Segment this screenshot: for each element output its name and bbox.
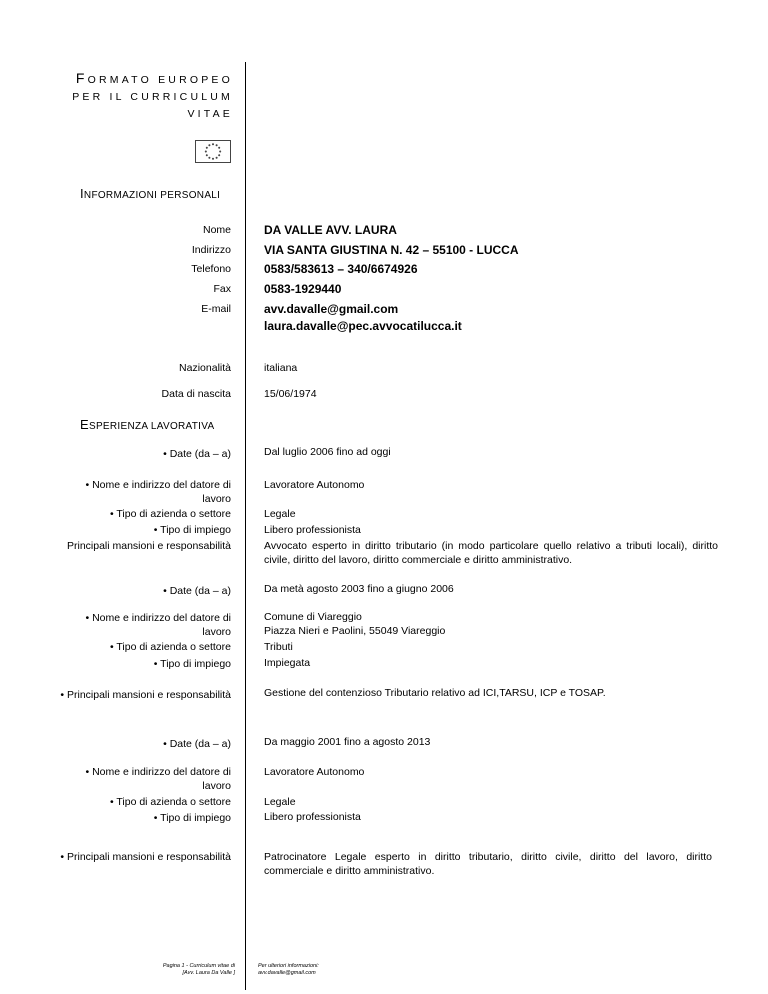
title-line-3: VITAE [187,108,233,120]
label-telefono: Telefono [191,263,231,275]
value-date-1: Dal luglio 2006 fino ad oggi [264,446,391,458]
value-type-2: Impiegata [264,657,311,669]
value-date-2: Da metà agosto 2003 fino a giugno 2006 [264,583,454,595]
label-employer-2b: lavoro [202,626,231,638]
footer-right [258,963,319,977]
title-initial: F [75,70,88,86]
label-email: E-mail [201,303,231,315]
value-employer-3: Lavoratore Autonomo [264,766,365,778]
label-employer-1b: lavoro [202,493,231,505]
value-sector-2: Tributi [264,641,293,653]
value-nazionalita: italiana [264,362,298,374]
cv-title [72,70,233,123]
value-employer-2a: Comune di Viareggio [264,611,362,623]
value-fax: 0583-1929440 [264,282,342,296]
label-duties-1: Principali mansioni e responsabilità [66,540,231,552]
label-duties-2: • Principali mansioni e responsabilità [60,689,231,701]
label-sector-3: • Tipo di azienda o settore [109,796,231,808]
value-nome: DA VALLE AVV. LAURA [264,223,397,237]
label-duties-3: • Principali mansioni e responsabilità [60,851,231,863]
value-email-2: laura.davalle@pec.avvocatilucca.it [264,319,462,333]
footer-right-line-1: Per ulteriori informazioni: [258,963,319,969]
label-type-1: • Tipo di impiego [153,524,231,536]
footer-right-line-2: avv.davalle@gmail.com [258,970,316,976]
label-sector-2: • Tipo di azienda o settore [109,641,231,653]
footer-left [163,963,235,977]
label-nazionalita: Nazionalità [179,362,231,374]
label-fax: Fax [213,283,231,295]
value-telefono: 0583/583613 – 340/6674926 [264,262,418,276]
label-employer-3b: lavoro [202,780,231,792]
label-indirizzo: Indirizzo [191,244,231,256]
title-line-2: PER IL CURRICULUM [72,91,233,103]
label-date-3: • Date (da – a) [163,738,231,750]
eu-flag-icon [195,140,231,163]
value-sector-3: Legale [264,796,296,808]
value-type-3: Libero professionista [264,811,361,823]
label-data-nascita: Data di nascita [161,388,231,400]
value-employer-2b: Piazza Nieri e Paolini, 55049 Viareggio [264,625,446,637]
label-employer-3a: • Nome e indirizzo del datore di [85,766,231,778]
value-employer-1: Lavoratore Autonomo [264,479,365,491]
value-indirizzo: VIA SANTA GIUSTINA N. 42 – 55100 - LUCCA [264,243,519,257]
label-sector-1: • Tipo di azienda o settore [109,508,231,520]
footer-left-line-1: Pagina 1 - Curriculum vitae di [162,963,235,969]
column-divider [245,62,246,990]
value-duties-2: Gestione del contenzioso Tributario relativo ad ICI,TARSU, ICP e TOSAP. [264,687,606,699]
label-date-2: • Date (da – a) [163,585,231,597]
value-data-nascita: 15/06/1974 [264,388,317,400]
label-employer-1a: • Nome e indirizzo del datore di [85,479,231,491]
title-line-1: ORMATO EUROPEO [87,74,233,86]
label-nome: Nome [202,224,231,236]
value-type-1: Libero professionista [264,524,361,536]
value-date-3: Da maggio 2001 fino a agosto 2013 [264,736,431,748]
value-duties-3: Patrocinatore Legale esperto in diritto tributario, diritto civile, diritto del lavoro, diritto commerciale e diritto amministrativo. [264,851,712,877]
label-employer-2a: • Nome e indirizzo del datore di [85,612,231,624]
label-date-1: • Date (da – a) [163,448,231,460]
section-work-experience: ESPERIENZA LAVORATIVA [80,417,215,432]
label-type-2: • Tipo di impiego [153,658,231,670]
footer-left-line-2: [Avv. Laura Da Valle ] [182,970,235,976]
section-personal-info: INFORMAZIONI PERSONALI [80,186,221,201]
value-email-1: avv.davalle@gmail.com [264,302,399,316]
value-duties-1: Avvocato esperto in diritto tributario (in modo particolare quello relativo a tributi locali), diritto civile, diritto del lavoro, diritto commerciale e diritto amministrativo. [264,540,718,566]
value-sector-1: Legale [264,508,296,520]
label-type-3: • Tipo di impiego [153,812,231,824]
